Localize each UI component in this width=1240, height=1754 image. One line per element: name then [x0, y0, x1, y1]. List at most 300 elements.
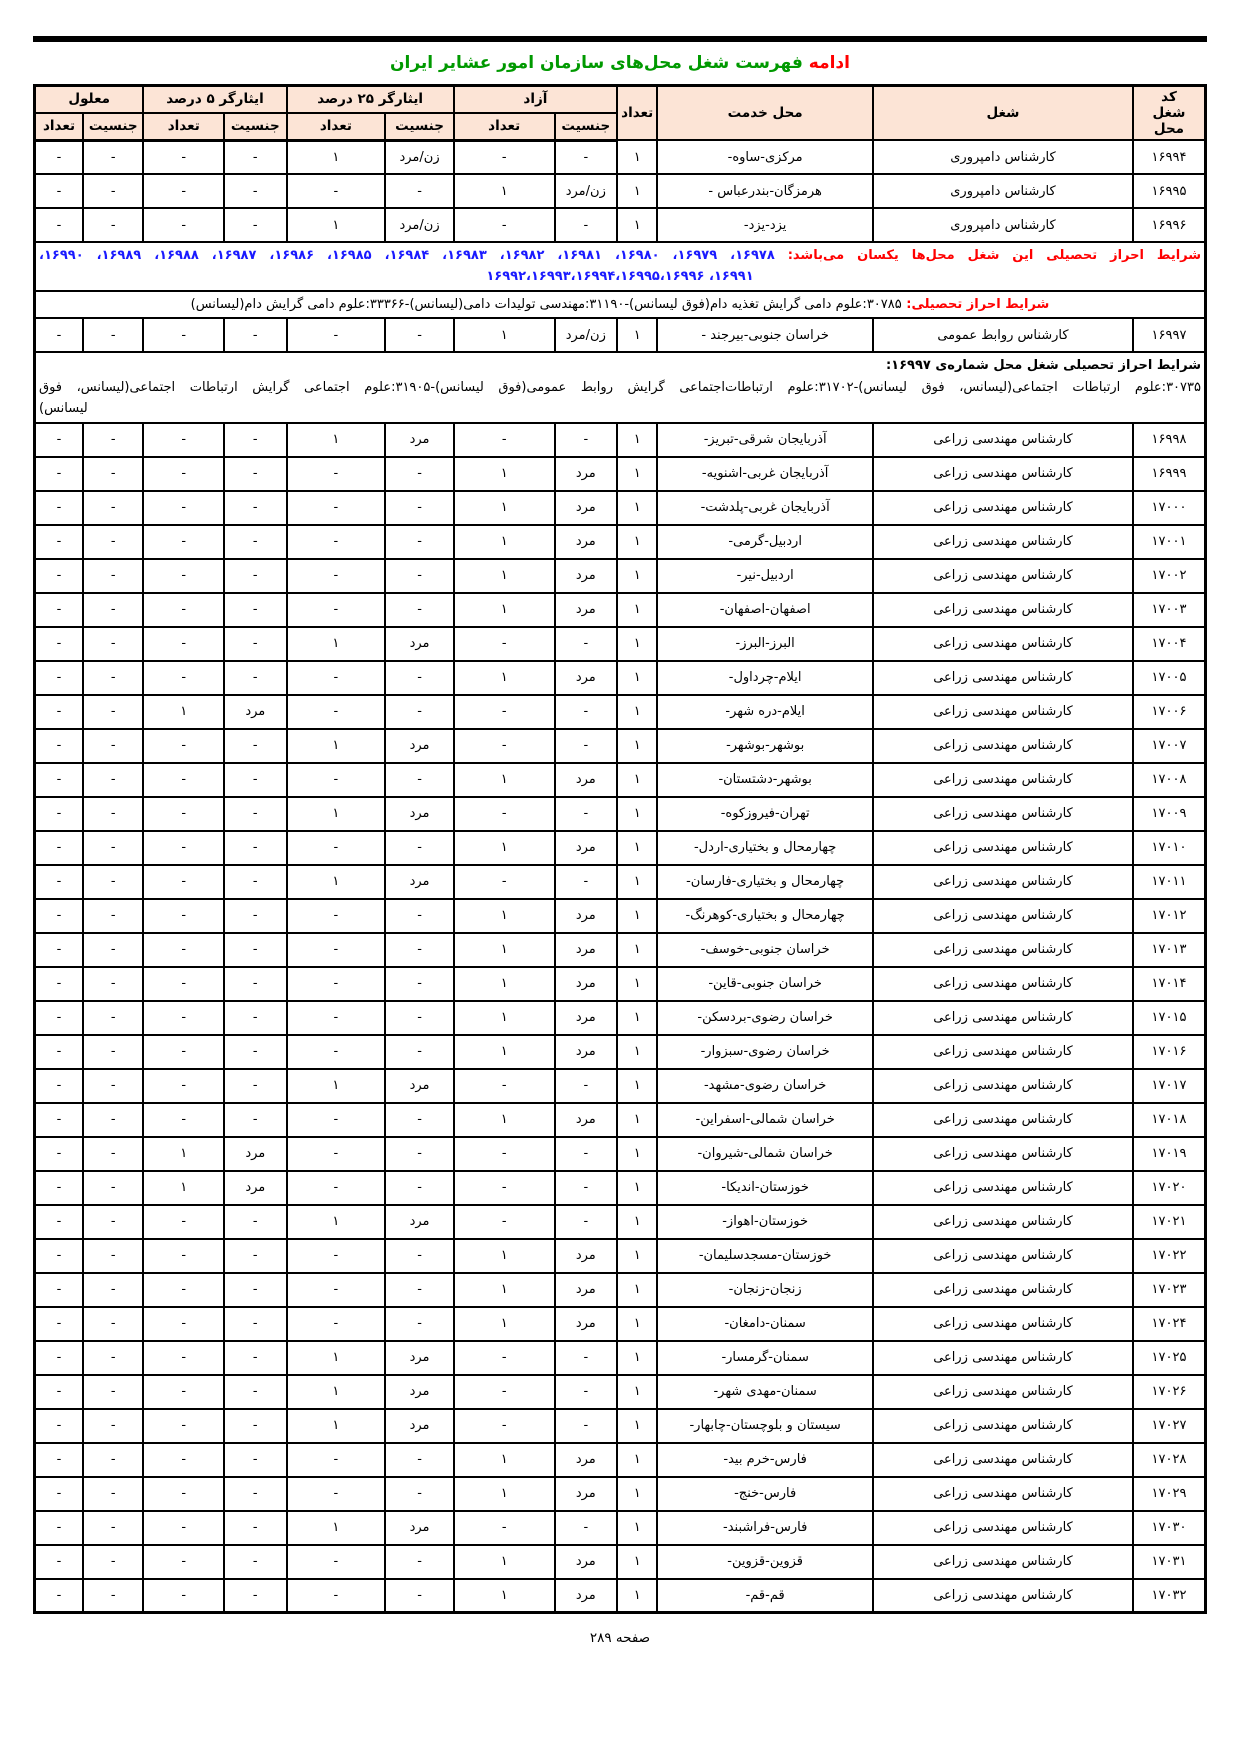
table-row	[35, 491, 1206, 525]
cell-job: کارشناس مهندسی زراعی	[873, 865, 1133, 899]
cell-code: ۱۷۰۱۲	[1133, 899, 1206, 933]
cell-azad-count: ۱	[454, 1273, 555, 1307]
cell-location: بوشهر-دشتستان-	[657, 763, 873, 797]
cell-code: ۱۷۰۱۳	[1133, 933, 1206, 967]
cell-isar25-count: -	[287, 593, 386, 627]
cell-code: ۱۷۰۰۹	[1133, 797, 1206, 831]
cell-code: ۱۷۰۳۲	[1133, 1579, 1206, 1613]
cell-count: ۱	[617, 1035, 657, 1069]
cell-maloul-count: -	[35, 627, 83, 661]
cell-maloul-gender: -	[83, 1545, 143, 1579]
page-footer	[33, 1630, 1207, 1646]
header-isar5-gender: جنسیت	[224, 113, 286, 140]
cell-code: ۱۷۰۲۴	[1133, 1307, 1206, 1341]
cell-isar5-gender: -	[224, 933, 286, 967]
cell-isar25-gender: مرد	[385, 865, 454, 899]
cell-isar5-gender: -	[224, 1545, 286, 1579]
cell-azad-count: ۱	[454, 525, 555, 559]
cell-code: ۱۷۰۲۲	[1133, 1239, 1206, 1273]
cell-isar5-gender: مرد	[224, 1171, 286, 1205]
table-row	[35, 1477, 1206, 1511]
table-row	[35, 593, 1206, 627]
cell-maloul-count: -	[35, 525, 83, 559]
cell-isar5-gender: -	[224, 1443, 286, 1477]
cell-isar5-count: -	[143, 457, 224, 491]
cell-isar5-gender: -	[224, 457, 286, 491]
cell-location: سمنان-دامغان-	[657, 1307, 873, 1341]
header-location: محل خدمت	[657, 86, 873, 141]
table-row	[35, 1375, 1206, 1409]
cell-code: ۱۷۰۰۱	[1133, 525, 1206, 559]
cell-maloul-count: -	[35, 933, 83, 967]
header-isar25-gender: جنسیت	[385, 113, 454, 140]
cell-isar25-count: -	[287, 1035, 386, 1069]
cell-isar5-count: -	[143, 899, 224, 933]
cell-maloul-count: -	[35, 593, 83, 627]
cell-azad-gender: مرد	[555, 457, 617, 491]
cell-isar25-gender: -	[385, 899, 454, 933]
cell-isar5-gender: -	[224, 1579, 286, 1613]
note-row	[35, 352, 1206, 422]
cell-location: هرمزگان-بندرعباس -	[657, 174, 873, 208]
note-line	[39, 355, 1201, 376]
cell-job: کارشناس مهندسی زراعی	[873, 899, 1133, 933]
cell-job: کارشناس مهندسی زراعی	[873, 1035, 1133, 1069]
header-code-line2: شغل محل	[1152, 105, 1186, 137]
cell-count: ۱	[617, 865, 657, 899]
cell-isar5-count: -	[143, 1443, 224, 1477]
cell-isar5-count: -	[143, 1545, 224, 1579]
cell-code: ۱۷۰۰۰	[1133, 491, 1206, 525]
table-row	[35, 457, 1206, 491]
cell-maloul-count: -	[35, 865, 83, 899]
cell-isar5-gender: -	[224, 1069, 286, 1103]
cell-code: ۱۷۰۰۲	[1133, 559, 1206, 593]
note-line	[39, 377, 1201, 398]
cell-maloul-gender: -	[83, 1273, 143, 1307]
cell-location: خراسان رضوی-سبزوار-	[657, 1035, 873, 1069]
cell-isar25-gender: -	[385, 933, 454, 967]
cell-isar5-count: -	[143, 1341, 224, 1375]
cell-location: آذربایجان شرقی-تبریز-	[657, 423, 873, 457]
cell-azad-gender: -	[555, 729, 617, 763]
table-row	[35, 1545, 1206, 1579]
cell-azad-count: ۱	[454, 899, 555, 933]
cell-isar5-gender: -	[224, 1103, 286, 1137]
cell-job: کارشناس مهندسی زراعی	[873, 1341, 1133, 1375]
cell-maloul-count: -	[35, 1409, 83, 1443]
cell-isar5-count: -	[143, 1035, 224, 1069]
cell-isar25-gender: -	[385, 1137, 454, 1171]
cell-azad-count: ۱	[454, 1239, 555, 1273]
cell-isar25-count: -	[287, 661, 386, 695]
cell-maloul-count: -	[35, 1205, 83, 1239]
table-row	[35, 695, 1206, 729]
cell-isar25-gender: -	[385, 661, 454, 695]
cell-azad-gender: مرد	[555, 1035, 617, 1069]
cell-azad-count: -	[454, 627, 555, 661]
title-text: فهرست شغل محل‌های سازمان امور عشایر ایران	[390, 53, 803, 73]
cell-count: ۱	[617, 933, 657, 967]
cell-isar25-count: -	[287, 457, 386, 491]
cell-maloul-count: -	[35, 1443, 83, 1477]
cell-azad-gender: مرد	[555, 1477, 617, 1511]
cell-maloul-count: -	[35, 1001, 83, 1035]
cell-location: خوزستان-مسجدسلیمان-	[657, 1239, 873, 1273]
cell-isar5-count: -	[143, 525, 224, 559]
cell-isar25-count: -	[287, 1443, 386, 1477]
cell-count: ۱	[617, 559, 657, 593]
cell-maloul-count: -	[35, 797, 83, 831]
note-line	[39, 398, 1201, 419]
note-line	[39, 245, 1201, 266]
cell-maloul-count: -	[35, 318, 83, 352]
cell-isar25-count: ۱	[287, 1069, 386, 1103]
cell-azad-gender: مرد	[555, 1579, 617, 1613]
cell-code: ۱۷۰۱۱	[1133, 865, 1206, 899]
cell-count: ۱	[617, 1001, 657, 1035]
cell-location: خراسان شمالی-شیروان-	[657, 1137, 873, 1171]
table-row	[35, 933, 1206, 967]
cell-azad-count: -	[454, 423, 555, 457]
cell-isar25-count: -	[287, 967, 386, 1001]
note-text: ۱۶۹۷۸، ۱۶۹۷۹، ۱۶۹۸۰، ۱۶۹۸۱، ۱۶۹۸۲، ۱۶۹۸۳، ۱۶۹۸۴، ۱۶۹۸۵، ۱۶۹۸۶، ۱۶۹۸۷، ۱۶۹۸۸، ۱۶۹۸۹، ۱۶۹۹۰،	[39, 248, 775, 263]
cell-maloul-gender: -	[83, 1341, 143, 1375]
cell-maloul-gender: -	[83, 967, 143, 1001]
cell-location: اردبیل-گرمی-	[657, 525, 873, 559]
cell-location: فارس-فراشبند-	[657, 1511, 873, 1545]
cell-count: ۱	[617, 695, 657, 729]
cell-maloul-count: -	[35, 1035, 83, 1069]
cell-job: کارشناس مهندسی زراعی	[873, 1205, 1133, 1239]
cell-isar5-gender: -	[224, 491, 286, 525]
cell-location: قزوین-قزوین-	[657, 1545, 873, 1579]
cell-azad-gender: -	[555, 140, 617, 174]
cell-job: کارشناس مهندسی زراعی	[873, 695, 1133, 729]
header-group-isar25: ایثارگر ۲۵ درصد	[287, 86, 454, 113]
cell-location: ایلام-چرداول-	[657, 661, 873, 695]
table-row	[35, 1409, 1206, 1443]
note-text: لیسانس)	[39, 401, 88, 417]
cell-isar25-count: -	[287, 1307, 386, 1341]
cell-job: کارشناس مهندسی زراعی	[873, 763, 1133, 797]
cell-isar5-count: -	[143, 967, 224, 1001]
cell-azad-count: ۱	[454, 559, 555, 593]
cell-location: خراسان رضوی-بردسکن-	[657, 1001, 873, 1035]
table-row	[35, 1341, 1206, 1375]
cell-azad-gender: -	[555, 423, 617, 457]
cell-isar5-gender: -	[224, 1375, 286, 1409]
cell-isar5-gender: -	[224, 1205, 286, 1239]
cell-isar5-gender: -	[224, 831, 286, 865]
note-text: ۳۰۷۸۵:علوم دامی گرایش تغذیه دام(فوق لیسانس)-۳۱۱۹۰:مهندسی تولیدات دامی(لیسانس)-۳۳۳۶۶:علوم دامی گرایش دام(لیسانس)	[190, 296, 902, 312]
cell-maloul-gender: -	[83, 729, 143, 763]
cell-job: کارشناس مهندسی زراعی	[873, 1171, 1133, 1205]
cell-isar5-gender: -	[224, 318, 286, 352]
cell-location: فارس-خرم بید-	[657, 1443, 873, 1477]
cell-azad-count: ۱	[454, 457, 555, 491]
table-row	[35, 1273, 1206, 1307]
cell-azad-count: -	[454, 1409, 555, 1443]
cell-job: کارشناس مهندسی زراعی	[873, 1579, 1133, 1613]
cell-maloul-gender: -	[83, 593, 143, 627]
cell-code: ۱۶۹۹۷	[1133, 318, 1206, 352]
cell-isar25-gender: -	[385, 695, 454, 729]
cell-azad-gender: مرد	[555, 1001, 617, 1035]
cell-isar5-gender: -	[224, 865, 286, 899]
cell-isar5-count: -	[143, 1579, 224, 1613]
table-body	[35, 140, 1206, 1613]
cell-isar5-gender: -	[224, 1001, 286, 1035]
cell-maloul-count: -	[35, 559, 83, 593]
cell-isar5-gender: -	[224, 627, 286, 661]
cell-location: خوزستان-اهواز-	[657, 1205, 873, 1239]
cell-code: ۱۷۰۲۹	[1133, 1477, 1206, 1511]
header-maloul-count: تعداد	[35, 113, 83, 140]
cell-isar5-count: ۱	[143, 1137, 224, 1171]
cell-count: ۱	[617, 763, 657, 797]
cell-count: ۱	[617, 1477, 657, 1511]
cell-azad-gender: مرد	[555, 491, 617, 525]
cell-isar25-count: -	[287, 1579, 386, 1613]
cell-maloul-gender: -	[83, 1103, 143, 1137]
cell-isar5-count: -	[143, 1375, 224, 1409]
cell-location: قم-قم-	[657, 1579, 873, 1613]
header-row-groups	[35, 86, 1206, 113]
cell-azad-gender: مرد	[555, 1273, 617, 1307]
cell-isar5-gender: مرد	[224, 695, 286, 729]
cell-maloul-count: -	[35, 174, 83, 208]
cell-count: ۱	[617, 1511, 657, 1545]
cell-code: ۱۷۰۱۸	[1133, 1103, 1206, 1137]
cell-count: ۱	[617, 1443, 657, 1477]
table-row	[35, 967, 1206, 1001]
cell-maloul-gender: -	[83, 865, 143, 899]
cell-job: کارشناس دامپروری	[873, 174, 1133, 208]
cell-isar5-gender: مرد	[224, 1137, 286, 1171]
cell-code: ۱۷۰۱۷	[1133, 1069, 1206, 1103]
cell-location: سمنان-گرمسار-	[657, 1341, 873, 1375]
table-row	[35, 1035, 1206, 1069]
cell-isar5-count: -	[143, 559, 224, 593]
cell-isar25-gender: -	[385, 1579, 454, 1613]
cell-location: اصفهان-اصفهان-	[657, 593, 873, 627]
cell-azad-count: ۱	[454, 967, 555, 1001]
cell-isar5-count: -	[143, 1307, 224, 1341]
cell-isar5-gender: -	[224, 661, 286, 695]
cell-count: ۱	[617, 423, 657, 457]
cell-azad-gender: زن/مرد	[555, 174, 617, 208]
cell-location: خراسان جنوبی-خوسف-	[657, 933, 873, 967]
cell-azad-gender: مرد	[555, 559, 617, 593]
cell-location: خراسان رضوی-مشهد-	[657, 1069, 873, 1103]
cell-location: ایلام-دره شهر-	[657, 695, 873, 729]
cell-count: ۱	[617, 457, 657, 491]
cell-isar25-gender: زن/مرد	[385, 140, 454, 174]
cell-isar5-gender: -	[224, 1307, 286, 1341]
cell-maloul-gender: -	[83, 831, 143, 865]
cell-maloul-count: -	[35, 423, 83, 457]
cell-job: کارشناس مهندسی زراعی	[873, 1409, 1133, 1443]
cell-azad-gender: زن/مرد	[555, 318, 617, 352]
cell-code: ۱۷۰۰۶	[1133, 695, 1206, 729]
cell-isar25-count: -	[287, 1137, 386, 1171]
cell-azad-gender: -	[555, 208, 617, 242]
cell-maloul-gender: -	[83, 491, 143, 525]
cell-isar25-count: ۱	[287, 1511, 386, 1545]
cell-location: خراسان جنوبی-بیرجند -	[657, 318, 873, 352]
cell-job: کارشناس مهندسی زراعی	[873, 1511, 1133, 1545]
cell-azad-gender: -	[555, 1341, 617, 1375]
cell-isar25-count: ۱	[287, 423, 386, 457]
note-text: ۳۰۷۳۵:علوم ارتباطات اجتماعی(لیسانس، فوق لیسانس)-۳۱۷۰۲:علوم ارتباطات‌اجتماعی گرایش روابط عمومی(فوق لیسانس)-۳۱۹۰۵:علوم اجتماعی گرایش ارتباطات اجتماعی(لیسانس، فوق	[39, 379, 1201, 395]
cell-isar25-count: -	[287, 695, 386, 729]
cell-maloul-count: -	[35, 695, 83, 729]
cell-location: آذربایجان غربی-اشنویه-	[657, 457, 873, 491]
cell-azad-gender: مرد	[555, 1239, 617, 1273]
cell-code: ۱۷۰۰۸	[1133, 763, 1206, 797]
cell-isar5-gender: -	[224, 967, 286, 1001]
cell-isar5-gender: -	[224, 763, 286, 797]
cell-isar5-count: ۱	[143, 1171, 224, 1205]
note-text: شرایط احراز تحصیلی:	[901, 296, 1050, 312]
header-job: شغل	[873, 86, 1133, 141]
cell-location: چهارمحال و بختیاری-اردل-	[657, 831, 873, 865]
table-header	[35, 86, 1206, 141]
cell-maloul-count: -	[35, 1511, 83, 1545]
cell-isar25-gender: -	[385, 1273, 454, 1307]
cell-maloul-count: -	[35, 491, 83, 525]
cell-isar5-count: -	[143, 1001, 224, 1035]
cell-maloul-count: -	[35, 457, 83, 491]
cell-location: چهارمحال و بختیاری-فارسان-	[657, 865, 873, 899]
cell-azad-gender: -	[555, 695, 617, 729]
cell-isar25-count: -	[287, 174, 386, 208]
cell-maloul-count: -	[35, 831, 83, 865]
cell-job: کارشناس مهندسی زراعی	[873, 457, 1133, 491]
cell-maloul-gender: -	[83, 627, 143, 661]
cell-code: ۱۶۹۹۵	[1133, 174, 1206, 208]
cell-isar25-count: -	[287, 763, 386, 797]
cell-isar25-gender: مرد	[385, 1375, 454, 1409]
cell-code: ۱۶۹۹۶	[1133, 208, 1206, 242]
cell-azad-count: ۱	[454, 1545, 555, 1579]
cell-isar5-gender: -	[224, 729, 286, 763]
cell-isar25-gender: مرد	[385, 1205, 454, 1239]
cell-isar25-gender: مرد	[385, 1409, 454, 1443]
cell-count: ۱	[617, 729, 657, 763]
cell-count: ۱	[617, 140, 657, 174]
table-row	[35, 318, 1206, 352]
cell-maloul-gender: -	[83, 899, 143, 933]
cell-location: خراسان شمالی-اسفراین-	[657, 1103, 873, 1137]
cell-isar25-gender: زن/مرد	[385, 208, 454, 242]
cell-isar5-count: -	[143, 1409, 224, 1443]
cell-isar5-gender: -	[224, 899, 286, 933]
cell-isar25-count: -	[287, 899, 386, 933]
cell-maloul-gender: -	[83, 1511, 143, 1545]
cell-job: کارشناس دامپروری	[873, 208, 1133, 242]
cell-count: ۱	[617, 831, 657, 865]
cell-job: کارشناس مهندسی زراعی	[873, 1103, 1133, 1137]
cell-job: کارشناس مهندسی زراعی	[873, 1307, 1133, 1341]
cell-count: ۱	[617, 208, 657, 242]
table-row	[35, 1239, 1206, 1273]
cell-isar25-gender: مرد	[385, 1069, 454, 1103]
cell-isar25-gender: -	[385, 1001, 454, 1035]
cell-isar25-count: -	[287, 933, 386, 967]
cell-isar25-count: ۱	[287, 140, 386, 174]
table-row	[35, 525, 1206, 559]
note-cell	[35, 242, 1206, 291]
cell-job: کارشناس مهندسی زراعی	[873, 661, 1133, 695]
table-row	[35, 1171, 1206, 1205]
cell-isar5-gender: -	[224, 1409, 286, 1443]
cell-azad-gender: مرد	[555, 763, 617, 797]
header-count: تعداد	[617, 86, 657, 141]
cell-isar5-gender: -	[224, 140, 286, 174]
cell-azad-gender: مرد	[555, 1443, 617, 1477]
cell-azad-count: ۱	[454, 1477, 555, 1511]
cell-count: ۱	[617, 1579, 657, 1613]
cell-code: ۱۷۰۲۵	[1133, 1341, 1206, 1375]
cell-isar5-gender: -	[224, 525, 286, 559]
cell-isar25-gender: مرد	[385, 729, 454, 763]
cell-isar25-gender: -	[385, 1103, 454, 1137]
cell-count: ۱	[617, 1409, 657, 1443]
table-row	[35, 1103, 1206, 1137]
cell-maloul-gender: -	[83, 1205, 143, 1239]
cell-maloul-gender: -	[83, 140, 143, 174]
cell-maloul-count: -	[35, 1477, 83, 1511]
cell-azad-count: -	[454, 1375, 555, 1409]
header-code-line1: کد	[1161, 89, 1177, 105]
cell-count: ۱	[617, 967, 657, 1001]
cell-isar5-gender: -	[224, 174, 286, 208]
cell-code: ۱۶۹۹۹	[1133, 457, 1206, 491]
cell-isar5-count: -	[143, 593, 224, 627]
cell-code: ۱۷۰۳۱	[1133, 1545, 1206, 1579]
cell-maloul-count: -	[35, 1273, 83, 1307]
cell-location: مرکزی-ساوه-	[657, 140, 873, 174]
table-row	[35, 1137, 1206, 1171]
cell-maloul-gender: -	[83, 1409, 143, 1443]
cell-isar25-count: ۱	[287, 1375, 386, 1409]
cell-azad-count: -	[454, 1511, 555, 1545]
cell-count: ۱	[617, 797, 657, 831]
cell-azad-count: ۱	[454, 1443, 555, 1477]
cell-isar5-count: -	[143, 763, 224, 797]
cell-maloul-gender: -	[83, 208, 143, 242]
cell-maloul-count: -	[35, 661, 83, 695]
cell-isar25-count: ۱	[287, 729, 386, 763]
cell-azad-gender: -	[555, 1205, 617, 1239]
cell-isar25-gender: -	[385, 1477, 454, 1511]
cell-count: ۱	[617, 899, 657, 933]
cell-count: ۱	[617, 318, 657, 352]
cell-azad-count: ۱	[454, 1307, 555, 1341]
cell-maloul-count: -	[35, 1137, 83, 1171]
cell-azad-count: -	[454, 1137, 555, 1171]
cell-maloul-count: -	[35, 1171, 83, 1205]
cell-code: ۱۷۰۱۶	[1133, 1035, 1206, 1069]
cell-isar25-gender: -	[385, 1171, 454, 1205]
cell-azad-count: -	[454, 1171, 555, 1205]
header-group-isar5: ایثارگر ۵ درصد	[143, 86, 286, 113]
cell-job: کارشناس دامپروری	[873, 140, 1133, 174]
cell-isar25-gender: مرد	[385, 1511, 454, 1545]
cell-location: فارس-خنج-	[657, 1477, 873, 1511]
